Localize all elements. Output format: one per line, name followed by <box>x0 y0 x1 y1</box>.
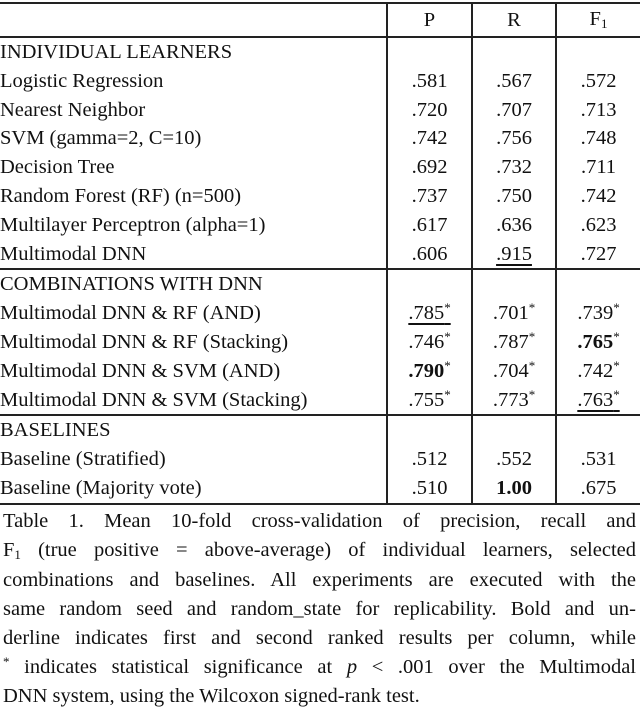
value: .755 <box>408 388 445 411</box>
value: .701 <box>492 302 529 325</box>
caption-text: (true positive = above-average) of individual learners, selected <box>20 538 636 561</box>
second-ranked-value: .915 <box>496 242 532 265</box>
cell-precision <box>387 299 472 328</box>
significance-marker: * <box>613 300 620 316</box>
value: .773 <box>492 388 529 411</box>
section-title-baselines: BASELINES <box>0 415 387 445</box>
significance-marker: * <box>3 653 10 669</box>
row-label: Baseline (Majority vote) <box>0 474 387 504</box>
empty-cell <box>556 415 640 445</box>
cell-recall <box>472 386 556 416</box>
caption-line: same random seed and random_state for replicability. Bold and un- <box>3 597 636 620</box>
row-label: SVM (gamma=2, C=10) <box>0 127 202 150</box>
table-row <box>0 357 640 386</box>
cell-recall: .552 <box>472 445 556 474</box>
cell-f1 <box>556 357 640 386</box>
table-row <box>0 96 640 125</box>
second-ranked-value <box>577 386 620 411</box>
cell-f1: .727 <box>556 240 640 270</box>
section-header-row <box>0 37 640 67</box>
cell-recall <box>472 299 556 328</box>
empty-cell <box>472 269 556 299</box>
column-header-subscript: 1 <box>600 16 608 31</box>
column-header-precision <box>387 3 472 37</box>
section-header-row <box>0 269 640 299</box>
cell-precision: .510 <box>387 474 472 504</box>
row-label: Nearest Neighbor <box>0 98 146 121</box>
value: .739 <box>577 302 614 325</box>
cell-precision <box>387 328 472 357</box>
value: .787 <box>492 330 529 353</box>
cell-precision: .617 <box>387 211 472 240</box>
cell-f1: .748 <box>556 124 640 153</box>
cell-recall: .567 <box>472 67 556 96</box>
caption-text: < .001 over the Multimodal <box>357 655 636 678</box>
significance-marker: * <box>444 328 451 344</box>
significance-marker: * <box>613 357 620 373</box>
empty-cell <box>387 269 472 299</box>
cell-f1: .713 <box>556 96 640 125</box>
table-header-row <box>0 3 640 37</box>
row-label: Logistic Regression <box>0 69 164 92</box>
table-row <box>0 211 640 240</box>
first-ranked-value: .765 <box>577 330 614 353</box>
row-label: Multimodal DNN & RF (AND) <box>0 302 261 325</box>
column-header-label: P <box>423 9 436 31</box>
f1-symbol: F <box>3 538 15 561</box>
significance-marker: * <box>528 357 536 373</box>
caption-line: DNN system, using the Wilcoxon signed-rank test. <box>3 684 420 707</box>
column-header-label: F <box>589 8 601 30</box>
value: .746 <box>408 330 445 353</box>
table-figure <box>0 2 640 711</box>
column-header-label: R <box>507 9 521 31</box>
significance-marker: * <box>444 300 451 316</box>
row-label: Multimodal DNN & SVM (AND) <box>0 359 281 382</box>
table-row <box>0 386 640 416</box>
second-ranked-value <box>408 302 450 324</box>
value: .763 <box>577 388 614 411</box>
significance-marker: * <box>528 300 536 316</box>
p-variable: p <box>346 655 358 678</box>
value: .785 <box>408 302 445 325</box>
table-row <box>0 124 640 153</box>
empty-cell <box>472 415 556 445</box>
results-table <box>0 2 640 505</box>
row-label: Multilayer Perceptron (alpha=1) <box>0 213 266 236</box>
caption-line: Table 1. Mean 10-fold cross-validation of precision, recall and <box>3 509 636 532</box>
cell-precision <box>387 357 472 386</box>
cell-recall <box>472 474 556 504</box>
cell-precision: .737 <box>387 182 472 211</box>
f1-subscript: 1 <box>14 546 21 562</box>
caption-line: combinations and baselines. All experiments are executed with the <box>3 568 636 591</box>
cell-precision: .606 <box>387 240 472 270</box>
table-row <box>0 182 640 211</box>
table-row <box>0 328 640 357</box>
cell-recall <box>472 328 556 357</box>
significance-marker: * <box>613 328 620 344</box>
caption-line: derline indicates first and second ranked results per column, while <box>3 626 636 649</box>
cell-precision: .742 <box>387 124 472 153</box>
cell-f1 <box>556 328 640 357</box>
significance-marker: * <box>444 386 451 402</box>
row-label: Multimodal DNN & SVM (Stacking) <box>0 388 308 411</box>
value: .704 <box>492 359 529 382</box>
row-label: Multimodal DNN & RF (Stacking) <box>0 330 289 353</box>
cell-recall <box>472 240 556 270</box>
table-row <box>0 445 640 474</box>
significance-marker: * <box>613 386 620 402</box>
table-row <box>0 299 640 328</box>
cell-recall: .636 <box>472 211 556 240</box>
table-row <box>0 67 640 96</box>
empty-cell <box>387 415 472 445</box>
cell-recall: .756 <box>472 124 556 153</box>
first-ranked-value: 1.00 <box>496 476 532 499</box>
cell-precision: .692 <box>387 153 472 182</box>
table-row <box>0 153 640 182</box>
significance-marker: * <box>444 357 451 373</box>
empty-cell <box>387 37 472 67</box>
cell-f1: .572 <box>556 67 640 96</box>
cell-precision: .512 <box>387 445 472 474</box>
table-row <box>0 240 640 270</box>
first-ranked-value: .790 <box>408 359 445 382</box>
column-header-f1 <box>556 3 640 37</box>
cell-f1: .711 <box>556 153 640 182</box>
section-title-individual-learners: INDIVIDUAL LEARNERS <box>0 37 387 67</box>
significance-marker: * <box>528 328 536 344</box>
cell-precision: .581 <box>387 67 472 96</box>
header-empty-cell <box>0 3 387 37</box>
cell-f1: .623 <box>556 211 640 240</box>
value: .742 <box>577 359 614 382</box>
cell-f1 <box>556 299 640 328</box>
row-label: Multimodal DNN <box>0 242 147 265</box>
cell-recall <box>472 357 556 386</box>
cell-recall: .732 <box>472 153 556 182</box>
significance-marker: * <box>528 386 536 402</box>
cell-f1: .531 <box>556 445 640 474</box>
empty-cell <box>556 37 640 67</box>
column-header-recall <box>472 3 556 37</box>
empty-cell <box>472 37 556 67</box>
row-label: Random Forest (RF) (n=500) <box>0 184 242 207</box>
table-row <box>0 474 640 504</box>
table-caption <box>0 505 640 711</box>
section-title-combinations: COMBINATIONS WITH DNN <box>0 269 387 299</box>
row-label: Decision Tree <box>0 156 115 179</box>
row-label: Baseline (Stratified) <box>0 448 166 471</box>
section-header-row <box>0 415 640 445</box>
cell-precision: .720 <box>387 96 472 125</box>
caption-text: indicates statistical significance at <box>9 655 347 678</box>
cell-precision <box>387 386 472 416</box>
cell-f1: .742 <box>556 182 640 211</box>
cell-recall: .750 <box>472 182 556 211</box>
cell-f1 <box>556 386 640 416</box>
empty-cell <box>556 269 640 299</box>
cell-recall: .707 <box>472 96 556 125</box>
caption-line <box>3 536 636 566</box>
cell-f1: .675 <box>556 474 640 504</box>
caption-line <box>3 653 636 682</box>
